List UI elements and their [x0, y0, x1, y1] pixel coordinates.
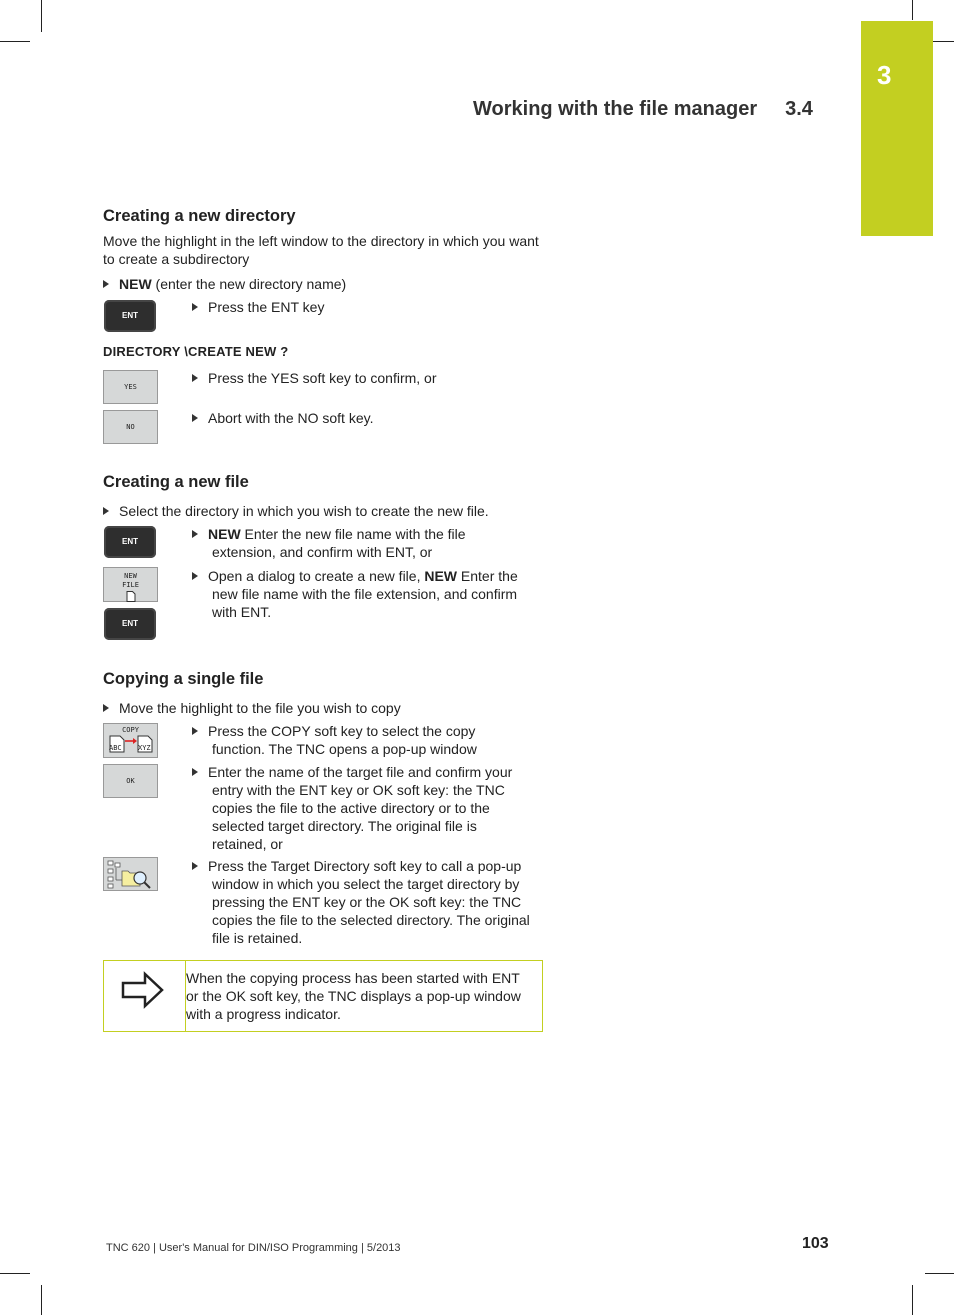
crop-mark — [0, 41, 30, 42]
bullet-arrow-icon — [192, 530, 198, 538]
crop-mark — [41, 1285, 42, 1315]
crop-mark — [925, 1273, 954, 1274]
header-title: Working with the file manager — [473, 98, 758, 120]
bullet-arrow-icon — [103, 507, 109, 515]
softkey-label-line2: FILE — [122, 581, 139, 589]
chapter-number: 3 — [877, 60, 892, 90]
step-text: Open a dialog to create a new file, — [208, 568, 425, 584]
step-new-file-dialog — [192, 567, 542, 621]
heading-new-directory: Creating a new directory — [103, 207, 296, 225]
footer-text: TNC 620 | User's Manual for DIN/ISO Programming | 5/2013 — [106, 1242, 401, 1254]
softkey-label: NO — [126, 423, 135, 431]
ent-key[interactable]: ENT — [104, 608, 156, 640]
step-new-file-name — [192, 525, 512, 561]
step-text: Enter the name of the target file and confirm your entry with the ENT key or OK soft key: the TNC copies the file to the active directory or to the selected target directory. The original file is retained, or — [208, 764, 513, 852]
directory-search-icon — [104, 858, 157, 890]
heading-copy-file: Copying a single file — [103, 670, 264, 688]
step-text: Enter the new file name with the file extension, and confirm with ENT, or — [212, 526, 466, 560]
note-text: When the copying process has been started with ENT or the OK soft key, the TNC displays a pop-up window with a progress indicator. — [186, 970, 521, 1022]
yes-softkey[interactable] — [103, 370, 158, 404]
step-select-directory — [103, 502, 543, 520]
crop-mark — [0, 1273, 30, 1274]
bullet-arrow-icon — [192, 862, 198, 870]
softkey-label: COPY — [122, 726, 139, 734]
no-softkey[interactable] — [103, 410, 158, 444]
ent-key[interactable]: ENT — [104, 526, 156, 558]
copy-target-label: XYZ — [138, 744, 151, 752]
ok-softkey[interactable] — [103, 764, 158, 798]
softkey-label-line1: NEW — [124, 572, 137, 580]
heading-new-file: Creating a new file — [103, 473, 249, 491]
softkey-label: OK — [126, 777, 135, 785]
keyword-new: NEW — [424, 568, 458, 584]
step-text: Press the Target Directory soft key to call a pop-up window in which you select the target directory by pressing the ENT key or the OK soft key: the TNC copies the file to the selected directory. The original file is retained. — [208, 858, 530, 946]
step-ent — [192, 298, 542, 316]
bullet-arrow-icon — [192, 374, 198, 382]
step-ok — [192, 763, 532, 853]
step-no — [192, 409, 542, 427]
new-file-softkey[interactable] — [103, 567, 158, 602]
step-yes — [192, 369, 542, 387]
step-new-directory — [103, 275, 543, 293]
keyword-new: NEW — [208, 526, 241, 542]
softkey-label: YES — [124, 383, 137, 391]
keyword-new: NEW — [119, 276, 152, 292]
chapter-tab — [861, 21, 933, 236]
bullet-arrow-icon — [103, 280, 109, 288]
step-move-highlight — [103, 699, 543, 717]
step-text: Press the COPY soft key to select the copy function. The TNC opens a pop-up window — [208, 723, 477, 757]
bullet-arrow-icon — [192, 303, 198, 311]
copy-softkey[interactable] — [103, 723, 158, 758]
step-text: Enter the new file name with the file extension, and confirm with ENT. — [212, 568, 518, 620]
bullet-arrow-icon — [192, 572, 198, 580]
target-directory-softkey[interactable] — [103, 857, 158, 891]
step-text: Press the ENT key — [208, 299, 325, 315]
arrow-right-icon — [121, 970, 165, 1010]
bullet-arrow-icon — [103, 704, 109, 712]
ent-key[interactable]: ENT — [104, 300, 156, 332]
bullet-arrow-icon — [192, 414, 198, 422]
step-text: Move the highlight to the file you wish to copy — [119, 700, 401, 716]
step-text: Press the YES soft key to confirm, or — [208, 370, 437, 386]
step-text: Select the directory in which you wish to create the new file. — [119, 503, 489, 519]
bullet-arrow-icon — [192, 727, 198, 735]
step-target-directory — [192, 857, 547, 947]
copy-source-label: ABC — [109, 744, 122, 752]
header-section: 3.4 — [785, 98, 813, 120]
step-copy — [192, 722, 512, 758]
bullet-arrow-icon — [192, 768, 198, 776]
step-text: (enter the new directory name) — [151, 276, 347, 292]
crop-mark — [912, 0, 913, 20]
crop-mark — [41, 0, 42, 32]
dialog-prompt: DIRECTORY \CREATE NEW ? — [103, 344, 289, 359]
crop-mark — [912, 1285, 913, 1315]
step-text: Abort with the NO soft key. — [208, 410, 374, 426]
intro-new-directory: Move the highlight in the left window to the directory in which you want to create a subdirectory — [103, 233, 539, 267]
page-number: 103 — [802, 1235, 829, 1252]
running-header — [473, 98, 813, 121]
file-icon — [126, 591, 136, 602]
note-box — [103, 960, 543, 1032]
